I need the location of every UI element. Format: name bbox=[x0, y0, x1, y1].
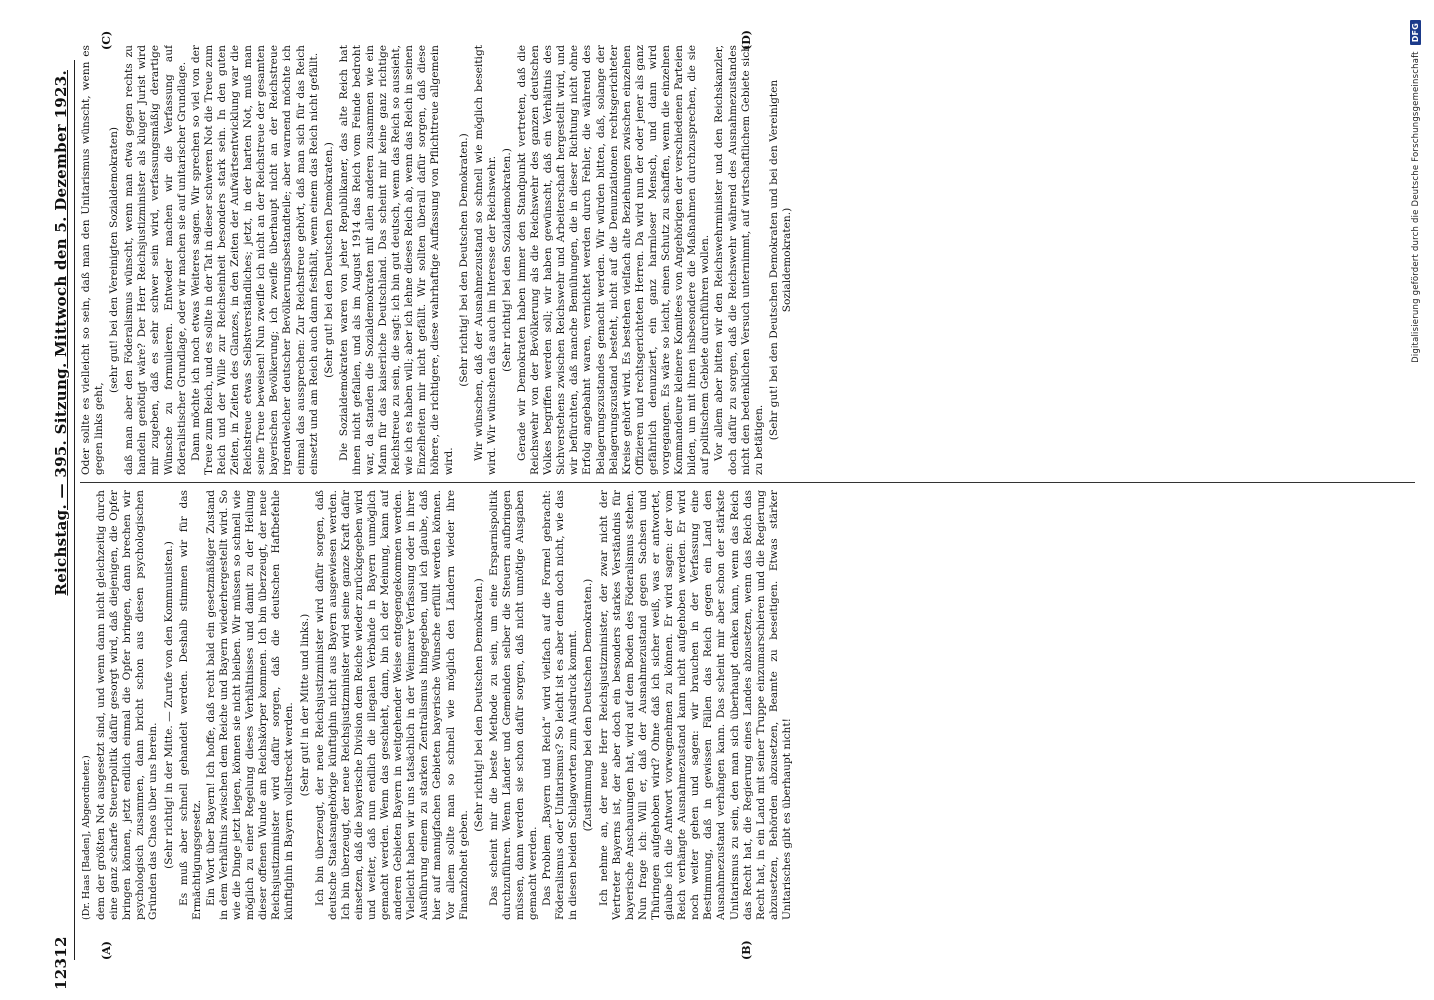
margin-marker-a: (A) bbox=[100, 941, 113, 960]
interjection: (sehr gut! bei den Vereinigten Sozialdemokraten) bbox=[108, 126, 121, 394]
header-rule bbox=[74, 60, 75, 960]
page-number: 12312 bbox=[52, 936, 70, 990]
margin-marker-c: (C) bbox=[100, 30, 113, 50]
paragraph: Vor allem aber bitten wir den Reichswehrminister und den Reichskanzler, doch dafür zu sorgen, daß die Reichswehr während des Ausnahmezustandes nicht den bedenklichen Versuch unternimmt, auf wirtschaftlichem Gebiete sich zu betätigen. bbox=[713, 45, 765, 475]
credit-text: Digitalisierung gefördert durch die Deutsche Forschungsgemeinschaft bbox=[1410, 51, 1421, 363]
running-title: Reichstag. — 395. Sitzung. Mittwoch den 5. Dezember 1923. bbox=[52, 70, 70, 596]
paragraph: Das scheint mir die beste Methode zu sein, um eine Ersparnispolitik durchzuführen. Wenn Länder und Gemeinden selber die Steuern aufbringen müssen, dann werden sie schon dafür sorgen, daß nicht unnötige Ausgaben gemacht werden. bbox=[487, 490, 540, 920]
margin-marker-d: (D) bbox=[740, 30, 753, 50]
paragraph: Oder sollte es vielleicht so sein, daß man den Unitarismus wünscht, wenn es gegen links geht, bbox=[80, 45, 106, 475]
interjection: (Sehr richtig! bei den Sozialdemokraten.) bbox=[500, 148, 513, 372]
paragraph: Das Problem „Bayern und Reich“ wird vielfach auf die Formel gebracht: Föderalismus oder Unitarismus? So leicht ist es aber denn doch nicht, wie das in diesen beiden Schlagworten zum Ausdruck kommt. bbox=[541, 490, 580, 920]
interjection: (Sehr gut! bei den Deutschen Demokraten und bei den Vereinigten Sozialdemokraten.) bbox=[767, 79, 793, 441]
paragraph: Die Sozialdemokraten waren von jeher Republikaner, das alte Reich hat ihnen nicht gefallen, und als im August 1914 das Reich vom Feinde bedroht war, da standen die Sozialdemokraten mit allen anderen zusammen wie ein Mann für das kaiserliche Deutschland. Das scheint mir keine ganz richtige Reichstreue zu sein, die sagt: ich bin gut deutsch, wenn das Reich so aussieht, wie ich es haben will; aber ich lehne dieses Reich ab, wenn das Reich in seinen Einzelheiten mir nicht gefällt. Wir sollten überall dafür sorgen, daß diese höhere, die richtigere, diese wahrhaftige Auffassung von Pflichttreue allgemein wird. bbox=[337, 45, 455, 475]
interjection: (Sehr richtig! in der Mitte. — Zurufe von den Kommunisten.) bbox=[162, 541, 175, 869]
paragraph: Es muß aber schnell gehandelt werden. Deshalb stimmen wir für das Ermächtigungsgesetz. bbox=[177, 490, 203, 920]
page-header bbox=[52, 70, 70, 990]
right-text-column bbox=[80, 45, 1415, 475]
paragraph: daß man aber den Föderalismus wünscht, wenn man etwa gegen rechts zu handeln genötigt wäre? Der Herr Reichsjustizminister als kluger Jurist wird mir zugeben, daß es sehr schwer sein wird, verfassungsmäßig derartige Wünsche zu formulieren. Entweder machen wir die Verfassung auf föderalistischer Grundlage, oder wir machen sie auf unitarischer Grundlage. bbox=[123, 45, 188, 475]
paragraph: Gerade wir Demokraten haben immer den Standpunkt vertreten, daß die Reichswehr von der Bevölkerung als die Reichswehr des ganzen deutschen Volkes begriffen werden soll; wir haben gewünscht, daß ein Verhältnis des Sichverstehens zwischen Reichswehr und Arbeiterschaft hergestellt wird, und wir befürchten, daß manche Bemühungen, die in dieser Richtung nicht ohne Erfolg angebahnt waren, vernichtet werden durch Fehler, die während des Belagerungszustandes gemacht werden. Wir würden bitten, daß, solange der Belagerungszustand besteht, nicht auf die Denunziationen rechtsgerichteter Kreise gehört wird. Es bestehen vielfach alte Beziehungen zwischen einzelnen Offizieren und rechtsgerichteten Herren. Da wird nun der oder jener als ganz gefährlich denunziert, ein ganz harmloser Mensch, und dann wird vorgegangen. Es wäre so leicht, einen Schutz zu schaffen, wenn die einzelnen Kommandeure kleinere Komitees von Angehörigen der verschiedenen Parteien bilden, um mit ihnen insbesondere die Maßnahmen durchzusprechen, die sie auf politischem Gebiete durchführen wollen. bbox=[516, 45, 712, 475]
paragraph: Wir wünschen, daß der Ausnahmezustand so schnell wie möglich beseitigt wird. Wir wünschen das auch im Interesse der Reichswehr. bbox=[472, 45, 498, 475]
left-text-column bbox=[80, 490, 1415, 920]
interjection: (Sehr richtig! bei den Deutschen Demokraten.) bbox=[472, 578, 485, 832]
paragraph: dem der größten Not ausgesetzt sind, und wenn dann nicht gleichzeitig durch eine ganz scharfe Steuerpolitik dafür gesorgt wird, daß diejenigen, die Opfer bringen können, jetzt endlich einmal die Opfer bringen, dann brechen wir psychologisch zusammen, dann bricht schon aus diesen psychologischen Gründen das Chaos über uns herein. bbox=[95, 490, 160, 920]
paragraph: Ich nehme an, der neue Herr Reichsjustizminister, der zwar nicht der Vertreter Bayerns ist, der aber doch ein besonders starkes Verständnis für bayerische Anschauungen hat, wird auf dem Boden des Föderalismus stehen. Nun frage ich: Will er, daß der Ausnahmezustand gegen Sachsen und Thüringen aufgehoben wird? Ohne daß ich sicher weiß, was er antwortet, glaube ich die Antwort vorwegnehmen zu können. Er wird sagen: der vom Reich verhängte Ausnahmezustand kann nicht aufgehoben werden. Er wird noch weiter gehen und sagen: wir brauchen in der Verfassung eine Bestimmung, daß in gewissen Fällen das Reich gegen ein Land den Ausnahmezustand verhängen kann. Das scheint mir aber schon der stärkste Unitarismus zu sein, den man sich überhaupt denken kann, wenn das Reich das Recht hat, die Regierung eines Landes abzusetzen, wenn das Reich das Recht hat, in ein Land mit seiner Truppe einzumarschieren und die Regierung abzusetzen, Behörden abzusetzen, Beamte zu beseitigen. Etwas stärker Unitarisches gibt es überhaupt nicht! bbox=[597, 490, 793, 920]
dfg-logo: DFG bbox=[1410, 20, 1421, 45]
digitization-credit bbox=[1410, 20, 1421, 980]
paragraph: Ein Wort über Bayern! Ich hoffe, daß recht bald ein gesetzmäßiger Zustand in dem Verhältnis zwischen dem Reiche und Bayern wiederhergestellt wird. So wie die Dinge jetzt liegen, können sie nicht bleiben. Wir müssen so schnell wie möglich zu einer Regelung dieses Verhältnisses und damit zu der Heilung dieser offenen Wunde am Reichskörper kommen. Ich bin überzeugt, der neue Reichsjustizminister wird dafür sorgen, daß die deutschen Haftbefehle künftighin in Bayern vollstreckt werden. bbox=[204, 490, 296, 920]
column-divider bbox=[80, 482, 1415, 483]
paragraph: Ich bin überzeugt, der neue Reichsjustizminister wird dafür sorgen, daß deutsche Staatsangehörige künftighin nicht aus Bayern ausgewiesen werden. Ich bin überzeugt, der neue Reichsjustizminister wird seine ganze Kraft dafür einsetzen, daß die bayerische Division dem Reiche wieder zurückgegeben wird und weiter, daß nun endlich die illegalen Verbände in Bayern unmöglich gemacht werden. Wenn das geschieht, dann, bin ich der Meinung, kann auf anderen Gebieten Bayern in weitgehender Weise entgegengekommen werden. Vielleicht haben wir uns tatsächlich in der Weimarer Verfassung oder in ihrer Ausführung einem zu starken Zentralismus hingegeben, und ich glaube, daß hier auf mannigfachen Gebieten bayerische Wünsche erfüllt werden können. Vor allem sollte man so schnell wie möglich den Ländern wieder ihre Finanzhoheit geben. bbox=[313, 490, 470, 920]
margin-marker-b: (B) bbox=[740, 940, 753, 960]
interjection: (Sehr gut! in der Mitte und links.) bbox=[298, 613, 311, 797]
interjection: (Sehr richtig! bei den Deutschen Demokraten.) bbox=[457, 133, 470, 387]
speaker-note: (Dr. Haas [Baden], Abgeordneter.) bbox=[81, 755, 92, 920]
interjection: (Sehr gut! bei den Deutschen Demokraten.) bbox=[322, 142, 335, 378]
paragraph: Dann möchte ich noch etwas Weiteres sagen. Wir sprechen so viel von der Treue zum Reich, und es sollte in der Tat in dieser schweren Not die Treue zum Reich und der Wille zur Reichseinheit besonders stark sein. In den guten Zeiten, in Zeiten des Glanzes, in den Zeiten der Aufwärtsentwicklung war die Reichstreue etwas Selbstverständliches; jetzt, in der harten Not, muß man seine Treue beweisen! Nun zweifle ich nicht an der Reichstreue der gesamten bayerischen Bevölkerung; ich zweifle überhaupt nicht an der Reichstreue irgendwelcher deutscher Bevölkerungsbestandteile; aber warnend möchte ich einmal das aussprechen: Zur Reichstreue gehört, daß man sich für das Reich einsetzt und am Reich auch dann festhält, wenn einem das Reich nicht gefällt. bbox=[189, 45, 320, 475]
interjection: (Zustimmung bei den Deutschen Demokraten.) bbox=[582, 578, 595, 832]
